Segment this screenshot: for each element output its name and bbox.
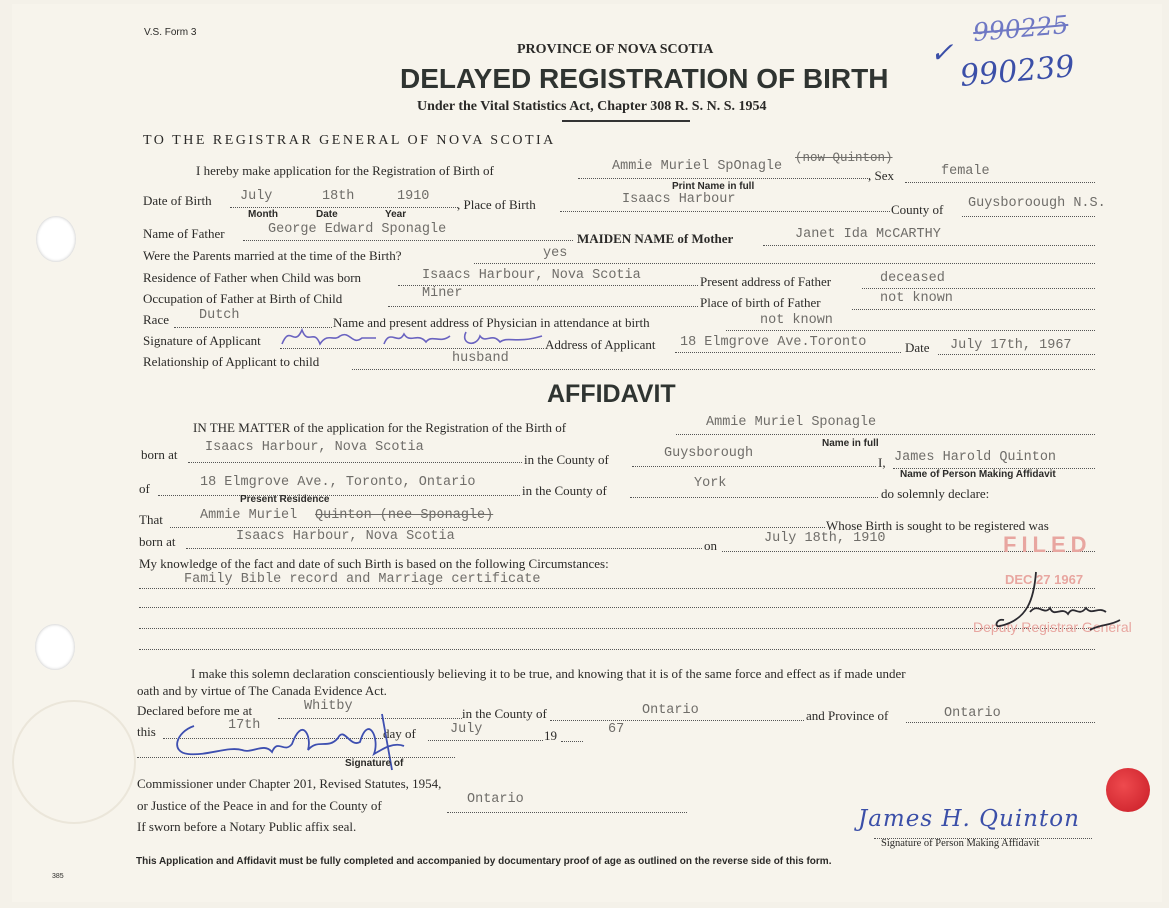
mother-label: MAIDEN NAME of Mother bbox=[577, 231, 734, 246]
pob-value: Isaacs Harbour bbox=[622, 192, 736, 207]
year-caption: Year bbox=[385, 209, 407, 220]
province-label: and Province of bbox=[806, 708, 889, 723]
physician-value: not known bbox=[760, 313, 833, 328]
field-line bbox=[862, 288, 1095, 289]
page-title: DELAYED REGISTRATION OF BIRTH bbox=[400, 63, 889, 94]
year-prefix: 19 bbox=[544, 728, 557, 743]
physician-label: Name and present address of Physician in attendance at birth bbox=[333, 315, 650, 330]
field-line bbox=[852, 309, 1095, 310]
justice-county: Ontario bbox=[467, 792, 524, 807]
occupation-value: Miner bbox=[422, 286, 463, 301]
field-line bbox=[352, 369, 1095, 370]
occupation-label: Occupation of Father at Birth of Child bbox=[143, 291, 343, 306]
address-value: 18 Elmgrove Ave.Toronto bbox=[680, 335, 867, 350]
sex-value: female bbox=[941, 164, 990, 179]
county1-label: in the County of bbox=[524, 452, 609, 467]
county-value: Guysboroough N.S. bbox=[968, 196, 1106, 211]
field-line bbox=[906, 722, 1095, 723]
filed-stamp: FILED bbox=[1003, 532, 1092, 557]
born-at-label: born at bbox=[141, 447, 178, 462]
of-label: of bbox=[139, 481, 150, 496]
province-heading: PROVINCE OF NOVA SCOTIA bbox=[517, 42, 714, 57]
date-label: Date bbox=[905, 340, 930, 355]
form-code: 385 bbox=[52, 873, 64, 880]
father-name: George Edward Sponagle bbox=[268, 222, 447, 237]
field-line bbox=[962, 216, 1095, 217]
race-value: Dutch bbox=[199, 308, 240, 323]
pob-father-label: Place of birth of Father bbox=[700, 295, 821, 310]
justice-label: or Justice of the Peace in and for the County of bbox=[137, 798, 382, 813]
date-value: July 17th, 1967 bbox=[950, 338, 1072, 353]
declared-at-value: Whitby bbox=[304, 699, 353, 714]
title-rule bbox=[562, 120, 690, 122]
county2-label: in the County of bbox=[522, 483, 607, 498]
dob-year: 1910 bbox=[397, 189, 430, 204]
field-line bbox=[388, 306, 698, 307]
field-line bbox=[550, 720, 804, 721]
field-line bbox=[630, 497, 878, 498]
name-full-caption: Name in full bbox=[822, 438, 879, 449]
month-value: July bbox=[450, 722, 483, 737]
field-line bbox=[763, 245, 1095, 246]
field-line bbox=[905, 182, 1095, 183]
notary-text: If sworn before a Notary Public affix seal. bbox=[137, 819, 357, 834]
father-label: Name of Father bbox=[143, 226, 225, 241]
born-at-value: Isaacs Harbour, Nova Scotia bbox=[205, 440, 424, 455]
filed-date: DEC 27 1967 bbox=[1005, 572, 1084, 587]
relationship-label: Relationship of Applicant to child bbox=[143, 354, 320, 369]
county2-value: York bbox=[694, 476, 727, 491]
field-line bbox=[188, 462, 522, 463]
affiant-signature: James H. Quinton bbox=[858, 806, 1080, 832]
this-label: this bbox=[137, 724, 156, 739]
pob-label: , Place of Birth bbox=[457, 197, 536, 212]
date-caption: Date bbox=[316, 209, 338, 220]
handwritten-mark: ✓ bbox=[930, 36, 954, 69]
field-line bbox=[676, 434, 1095, 435]
county3-value: Ontario bbox=[642, 703, 699, 718]
present-father-label: Present address of Father bbox=[700, 274, 832, 289]
sex-label: , Sex bbox=[868, 168, 894, 183]
field-line bbox=[137, 757, 455, 758]
struck-registration-number: 990225 bbox=[971, 9, 1070, 48]
field-line bbox=[726, 330, 1095, 331]
pob-father-value: not known bbox=[880, 291, 953, 306]
mother-name: Janet Ida McCARTHY bbox=[795, 227, 941, 242]
red-seal bbox=[1106, 768, 1150, 812]
address-label: Address of Applicant bbox=[545, 337, 656, 352]
addressee: TO THE REGISTRAR GENERAL OF NOVA SCOTIA bbox=[143, 133, 556, 148]
present-residence-caption: Present Residence bbox=[240, 494, 330, 505]
born-at2-value: Isaacs Harbour, Nova Scotia bbox=[236, 529, 455, 544]
deputy-registrar-title: Deputy Registrar General bbox=[973, 619, 1132, 635]
county1-value: Guysborough bbox=[664, 446, 754, 461]
dob-month: July bbox=[240, 189, 273, 204]
dob-date: 18th bbox=[322, 189, 355, 204]
punch-hole bbox=[36, 216, 76, 262]
field-line bbox=[186, 548, 702, 549]
solemn-line-2: oath and by virtue of The Canada Evidence Act. bbox=[137, 683, 387, 698]
applicant-signature bbox=[280, 322, 545, 352]
res-father-value: Isaacs Harbour, Nova Scotia bbox=[422, 268, 641, 283]
of-address: 18 Elmgrove Ave., Toronto, Ontario bbox=[200, 475, 476, 490]
solemn-line-1: I make this solemn declaration conscientiously believing it to be true, and knowing that it is of the same force and effect as if made under bbox=[191, 666, 906, 681]
month-caption: Month bbox=[248, 209, 278, 220]
matter-label: IN THE MATTER of the application for the Registration of the Birth of bbox=[193, 420, 567, 435]
field-line bbox=[158, 495, 520, 496]
field-line bbox=[447, 812, 687, 813]
present-father-value: deceased bbox=[880, 271, 945, 286]
punch-hole bbox=[35, 624, 75, 670]
county3-label: in the County of bbox=[462, 706, 547, 721]
child-name: Ammie Muriel SpOnagle bbox=[612, 159, 783, 174]
field-line bbox=[578, 178, 870, 179]
field-line bbox=[561, 741, 583, 742]
province-value: Ontario bbox=[944, 706, 1001, 721]
that-name-struck: Quinton (nee Sponagle) bbox=[315, 508, 494, 523]
married-value: yes bbox=[543, 246, 568, 261]
field-line bbox=[139, 649, 1095, 650]
on-date: July 18th, 1910 bbox=[764, 531, 886, 546]
circumstances-value: Family Bible record and Marriage certificate bbox=[184, 572, 541, 587]
field-line bbox=[139, 588, 1095, 589]
affiant-caption: Name of Person Making Affidavit bbox=[900, 469, 1056, 480]
married-label: Were the Parents married at the time of the Birth? bbox=[143, 248, 402, 263]
field-line bbox=[230, 207, 458, 208]
field-line bbox=[938, 354, 1095, 355]
affiant-signature-caption: Signature of Person Making Affidavit bbox=[881, 838, 1040, 849]
affidavit-title: AFFIDAVIT bbox=[547, 380, 676, 408]
field-line bbox=[675, 352, 901, 353]
on-label: on bbox=[704, 538, 717, 553]
field-line bbox=[632, 466, 876, 467]
race-label: Race bbox=[143, 312, 169, 327]
that-name: Ammie Muriel bbox=[200, 508, 298, 523]
res-father-label: Residence of Father when Child was born bbox=[143, 270, 362, 285]
field-line bbox=[139, 607, 1095, 608]
embossed-seal bbox=[12, 700, 136, 824]
county-label: County of bbox=[891, 202, 944, 217]
that-label: That bbox=[139, 512, 163, 527]
signature-label: Signature of Applicant bbox=[143, 333, 261, 348]
i-label: I, bbox=[878, 455, 886, 470]
relationship-value: husband bbox=[452, 351, 509, 366]
field-line bbox=[139, 628, 1095, 629]
field-line bbox=[170, 527, 825, 528]
this-day-value: 17th bbox=[228, 718, 261, 733]
dob-label: Date of Birth bbox=[143, 193, 212, 208]
print-name-caption: Print Name in full bbox=[672, 181, 755, 192]
whose-label: Whose Birth is sought to be registered was bbox=[826, 518, 1049, 533]
signature-of-caption: Signature of bbox=[345, 758, 404, 769]
matter-name: Ammie Muriel Sponagle bbox=[706, 415, 877, 430]
intro-label: I hereby make application for the Registration of Birth of bbox=[196, 163, 494, 178]
year-suffix: 67 bbox=[608, 722, 625, 737]
act-subtitle: Under the Vital Statistics Act, Chapter 308 R. S. N. S. 1954 bbox=[417, 99, 767, 114]
child-name-struck: (now Quinton) bbox=[795, 151, 893, 165]
registration-number: 990239 bbox=[958, 49, 1076, 94]
footer-notice: This Application and Affidavit must be fully completed and accompanied by documentary proof of age as outlined on the reverse side of this form. bbox=[136, 856, 832, 867]
form-number: V.S. Form 3 bbox=[144, 27, 197, 38]
declared-label: Declared before me at bbox=[137, 703, 253, 718]
declare-label: do solemnly declare: bbox=[881, 486, 990, 501]
day-of-label: day of bbox=[383, 726, 416, 741]
field-line bbox=[474, 263, 1095, 264]
field-line bbox=[243, 240, 573, 241]
born-at2-label: born at bbox=[139, 534, 176, 549]
affiant-name: James Harold Quinton bbox=[894, 450, 1057, 465]
field-line bbox=[560, 211, 890, 212]
commissioner-text: Commissioner under Chapter 201, Revised Statutes, 1954, bbox=[137, 776, 442, 791]
registrar-signature bbox=[990, 568, 1125, 640]
knowledge-label: My knowledge of the fact and date of such Birth is based on the following Circumstances: bbox=[139, 556, 609, 571]
field-line bbox=[428, 740, 543, 741]
